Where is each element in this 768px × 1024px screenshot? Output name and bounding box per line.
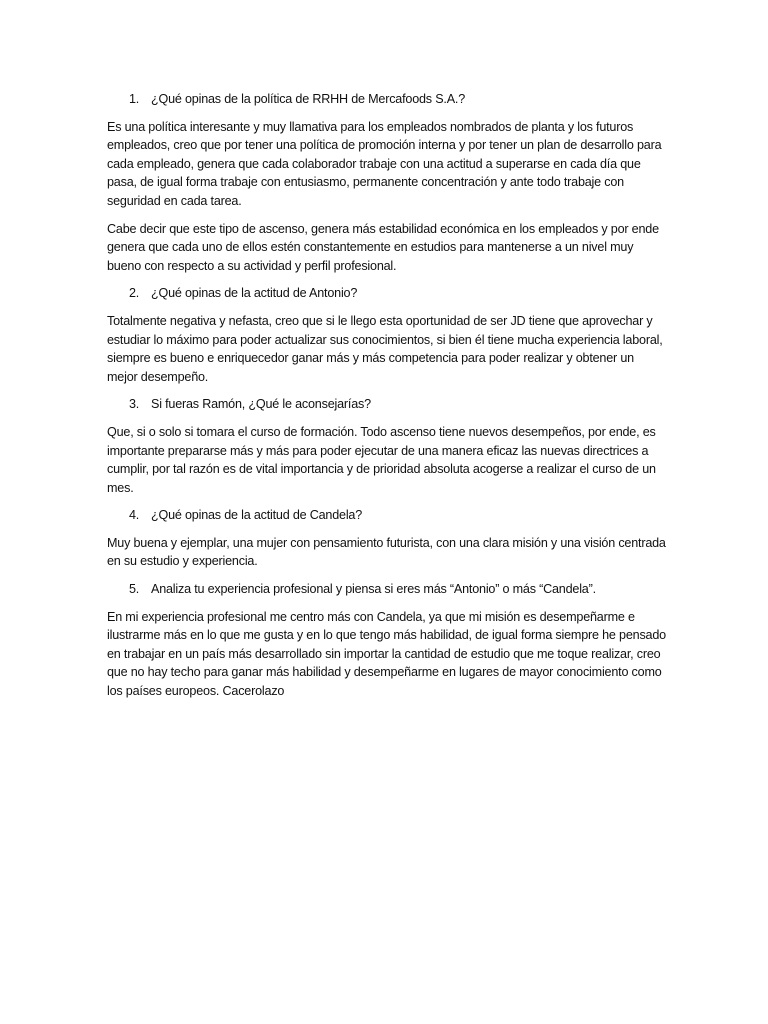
question-number: 5. [129, 582, 140, 597]
document-body [107, 90, 667, 710]
answer-3 [107, 423, 667, 497]
question-number: 3. [129, 397, 140, 412]
answer-paragraph: Muy buena y ejemplar, una mujer con pensamiento futurista, con una clara misión y una visión centrada en su estudio y experiencia. [107, 535, 666, 569]
question-text: ¿Qué opinas de la actitud de Antonio? [151, 286, 358, 301]
answer-paragraph: En mi experiencia profesional me centro más con Candela, ya que mi misión es desempeñarme e ilustrarme más en lo que me gusta y en lo que tengo más habilidad, de igual forma siempre he pensado en trabajar en un país más desarrollado sin importar la cantidad de estudio que me toque realizar, creo que no hay techo para ganar más habilidad y desempeñarme en lugares de mayor conocimiento como los países europeos. Cacerolazo [107, 609, 666, 699]
question-text: Si fueras Ramón, ¿Qué le aconsejarías? [151, 397, 371, 412]
answer-1 [107, 118, 667, 276]
answer-paragraph: Cabe decir que este tipo de ascenso, genera más estabilidad económica en los empleados y por ende genera que cada uno de ellos estén constantemente en estudios para mantenerse a un nivel muy bueno con respecto a su actividad y perfil profesional. [107, 221, 659, 273]
question-5 [107, 580, 667, 599]
question-4 [107, 506, 667, 525]
question-text: Analiza tu experiencia profesional y piensa si eres más “Antonio” o más “Candela”. [151, 582, 596, 597]
question-number: 2. [129, 286, 140, 301]
question-3 [107, 395, 667, 414]
answer-4 [107, 534, 667, 571]
question-text: ¿Qué opinas de la política de RRHH de Mercafoods S.A.? [151, 92, 466, 106]
answer-paragraph: Totalmente negativa y nefasta, creo que si le llego esta oportunidad de ser JD tiene que aprovechar y estudiar lo máximo para poder actualizar sus conocimientos, si bien él tiene mucha experiencia laboral, siempre es bueno e enriquecedor ganar más y más competencia para poder realizar y obtener un mejor desempeño. [107, 313, 663, 384]
question-number: 4. [129, 508, 140, 523]
question-number: 1. [129, 92, 140, 106]
answer-paragraph: Que, si o solo si tomara el curso de formación. Todo ascenso tiene nuevos desempeños, por ende, es importante prepararse más y más para poder ejecutar de una manera eficaz las nuevas directrices a cumplir, por tal razón es de vital importancia y de prioridad absoluta acogerse a realizar el curso de un mes. [107, 424, 656, 495]
question-2 [107, 284, 667, 303]
answer-2 [107, 312, 667, 386]
answer-paragraph: Es una política interesante y muy llamativa para los empleados nombrados de planta y los futuros empleados, creo que por tener una política de promoción interna y por tener un plan de desarrollo para cada empleado, genera que cada colaborador trabaje con una actitud a superarse en cada día que pasa, de igual forma trabaje con entusiasmo, permanente concentración y ante todo trabaje con seguridad en cada tarea. [107, 119, 662, 208]
question-text: ¿Qué opinas de la actitud de Candela? [151, 508, 363, 523]
answer-5 [107, 608, 667, 701]
question-1 [107, 90, 667, 109]
